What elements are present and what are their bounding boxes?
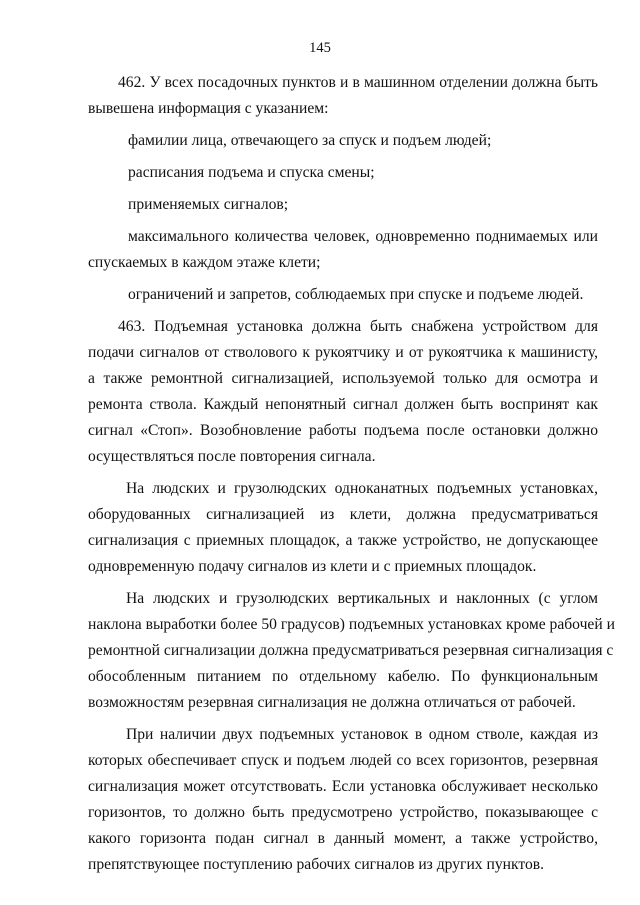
text-line: 462. У всех посадочных пунктов и в машинном отделении должна быть xyxy=(118,74,598,91)
text-line: При наличии двух подъемных установок в одном стволе, каждая из xyxy=(126,726,598,743)
text-line: вывешена информация с указанием: xyxy=(88,100,329,117)
text-line: 463. Подъемная установка должна быть снабжена устройством для xyxy=(118,318,598,335)
text-line: возможностям резервная сигнализация не должна отличаться от рабочей. xyxy=(88,694,576,711)
text-line: которых обеспечивает спуск и подъем людей со всех горизонтов, резервная xyxy=(88,752,598,769)
text-line: одновременную подачу сигналов из клети и с приемных площадок. xyxy=(88,558,537,575)
text-line: расписания подъема и спуска смены; xyxy=(128,164,375,181)
text-line: а также ремонтной сигнализацией, используемой только для осмотра и xyxy=(88,370,598,387)
paragraph-463 xyxy=(88,314,598,470)
text-line: обособленным питанием по отдельному кабелю. По функциональным xyxy=(88,668,598,685)
paragraph-462 xyxy=(88,70,598,122)
list-item xyxy=(88,128,598,154)
text-line: ремонта ствола. Каждый непонятный сигнал должен быть воспринят как xyxy=(88,396,598,413)
document-body xyxy=(88,70,615,878)
text-line: какого горизонта подан сигнал в данный момент, а также устройство, xyxy=(88,830,598,847)
text-line: сигнал «Стоп». Возобновление работы подъема после остановки должно xyxy=(88,422,598,439)
text-line: наклона выработки более 50 градусов) подъемных установках кроме рабочей и xyxy=(88,616,615,633)
text-line: осуществляться после повторения сигнала. xyxy=(88,448,376,465)
text-line: оборудованных сигнализацией из клети, должна предусматриваться xyxy=(88,506,598,523)
text-line: ограничений и запретов, соблюдаемых при спуске и подъеме людей. xyxy=(128,286,584,303)
paragraph-two-installations xyxy=(88,722,598,878)
paragraph-single-rope xyxy=(88,476,598,580)
text-line: горизонтов, то должно быть предусмотрено устройство, показывающее с xyxy=(88,804,598,821)
text-line: ремонтной сигнализации должна предусматриваться резервная сигнализация с xyxy=(88,642,614,659)
text-line: На людских и грузолюдских вертикальных и наклонных (с углом xyxy=(126,590,598,607)
text-line: максимального количества человек, одновременно поднимаемых или xyxy=(128,228,598,245)
text-line: спускаемых в каждом этаже клети; xyxy=(88,254,321,271)
text-line: подачи сигналов от стволового к рукоятчику и от рукоятчика к машинисту, xyxy=(88,344,598,361)
text-line: применяемых сигналов; xyxy=(128,196,289,213)
text-line: сигнализация с приемных площадок, а также устройство, не допускающее xyxy=(88,532,598,549)
list-item xyxy=(88,192,598,218)
list-item xyxy=(88,282,598,308)
list-item xyxy=(88,160,598,186)
page-number: 145 xyxy=(309,40,331,56)
text-line: На людских и грузолюдских одноканатных подъемных установках, xyxy=(126,480,598,497)
paragraph-vertical-inclined xyxy=(88,586,615,716)
text-line: сигнализация может отсутствовать. Если установка обслуживает несколько xyxy=(88,778,598,795)
text-line: препятствующее поступлению рабочих сигналов из других пунктов. xyxy=(88,856,545,873)
text-line: фамилии лица, отвечающего за спуск и подъем людей; xyxy=(128,132,492,149)
list-item xyxy=(88,224,598,276)
